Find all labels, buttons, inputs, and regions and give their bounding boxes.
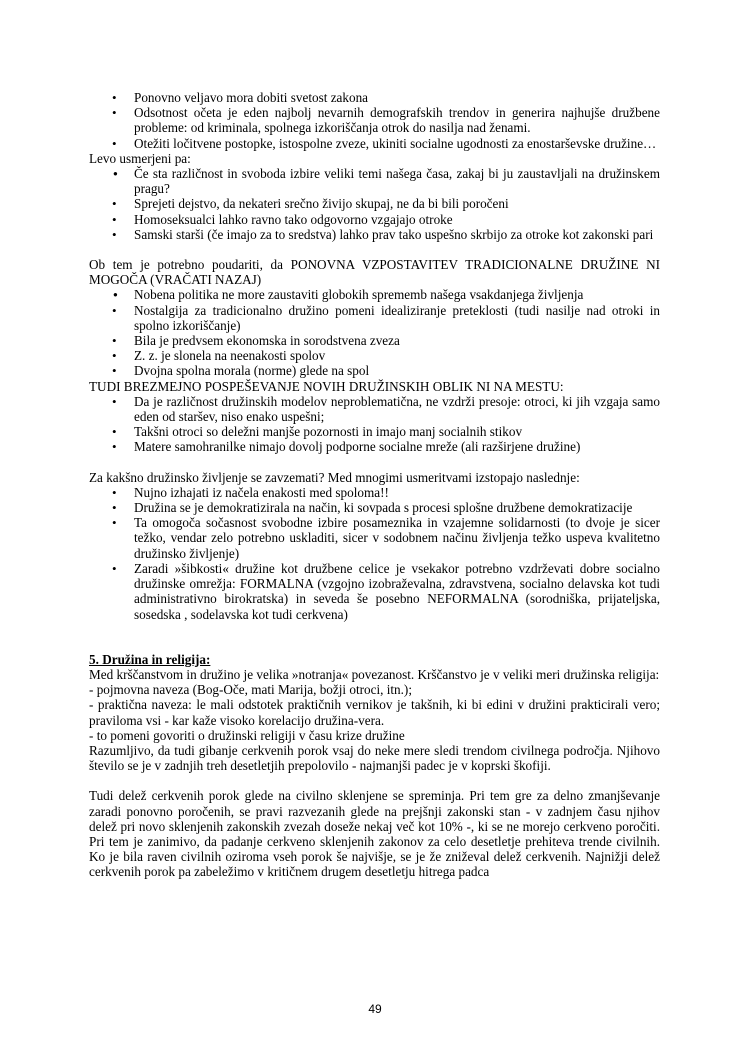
list-item: • Sprejeti dejstvo, da nekateri srečno živijo skupaj, ne da bi bili poročeni	[89, 196, 660, 211]
section-line: - praktična naveza: le mali odstotek praktičnih vernikov je takšnih, ki bi edini v družini prakticirali vero; praviloma vsi - kar kaže visoko korelacijo družina-vera.	[89, 697, 660, 728]
list-item: • Ta omogoča sočasnost svobodne izbire posameznika in vzajemne solidarnosti (to dvoje je sicer težko, vendar zelo potrebno uskladiti, sicer v sodobnem načinu življenja težko uspeva kvalitetno družinsko življenje)	[89, 515, 660, 561]
left-oriented-heading: Levo usmerjeni pa:	[89, 150, 191, 166]
list-item: ● Če sta različnost in svoboda izbire veliki temi našega časa, zakaj bi ju zaustavljali na družinskem pragu?	[89, 166, 660, 196]
bullet-list-left-oriented	[89, 166, 660, 242]
list-item: • Zaradi »šibkosti« družine kot družbene celice je vsekakor potrebno vzdrževati dobre socialno družinske omrežja: FORMALNA (vzgojno izobraževalna, zdravstvena, socialno delavska kot tudi administrativno birokratska) in seveda še posebno NEFORMALNA (sorodniška, prijateljska, sosedska , sodelavska kot tudi cerkvena)	[89, 561, 660, 622]
spacer	[89, 242, 660, 257]
list-item: • Odsotnost očeta je eden najbolj nevarnih demografskih trendov in generira najhujše družbene probleme: od kriminala, spolnega izkoriščanja otrok do nasilja nad ženami.	[89, 105, 660, 135]
spacer	[89, 773, 660, 788]
document-page	[89, 90, 660, 880]
section-line: Razumljivo, da tudi gibanje cerkvenih porok vsaj do neke mere sledi trendom civilnega področja. Njihovo število se je v zadnjih treh desetletjih prepolovilo - najmanjši padec je v koprski škofiji.	[89, 742, 660, 774]
list-item: ● Nobena politika ne more zaustaviti globokih sprememb našega vsakdanjega življenja	[89, 287, 660, 302]
list-item: • Družina se je demokratizirala na način, ki sovpada s procesi splošne družbene demokratizacije	[89, 500, 660, 515]
list-item: • Ponovno veljavo mora dobiti svetost zakona	[89, 90, 660, 105]
paragraph-restore-traditional: Ob tem je potrebno poudariti, da PONOVNA VZPOSTAVITEV TRADICIONALNE DRUŽINE NI MOGOČA (VRAČATI NAZAJ)	[89, 257, 660, 288]
spacer	[89, 622, 660, 637]
list-item: • Bila je predvsem ekonomska in sorodstvena zveza	[89, 333, 660, 348]
list-item: • Samski starši (če imajo za to sredstva) lahko prav tako uspešno skrbijo za otroke kot zakonski pari	[89, 227, 660, 242]
list-item: • Da je različnost družinskih modelov neproblematična, ne vzdrži presoje: otroci, ki jih vzgaja samo eden od staršev, niso enako uspešni;	[89, 394, 660, 424]
spacer	[89, 637, 660, 652]
bullet-list-new-forms	[89, 394, 660, 455]
list-item: • Nujno izhajati iz načela enakosti med spoloma!!	[89, 485, 660, 500]
bullet-list-orientations	[89, 485, 660, 622]
section-line: - to pomeni govoriti o družinski religiji v času krize družine	[89, 727, 405, 743]
spacer	[89, 455, 660, 470]
paragraph-new-forms: TUDI BREZMEJNO POSPEŠEVANJE NOVIH DRUŽINSKIH OBLIK NI NA MESTU:	[89, 378, 564, 394]
list-item: • Nostalgija za tradicionalno družino pomeni idealiziranje preteklosti (tudi nasilje nad otroki in spolno izkoriščanje)	[89, 303, 660, 333]
list-item: • Z. z. je slonela na neenakosti spolov	[89, 348, 660, 363]
list-item: • Takšni otroci so deležni manjše pozornosti in imajo manj socialnih stikov	[89, 424, 660, 439]
list-item: • Otežiti ločitvene postopke, istospolne zveze, ukiniti socialne ugodnosti za enostarševske družine…	[89, 136, 660, 151]
list-item: • Homoseksualci lahko ravno tako odgovorno vzgajajo otroke	[89, 212, 660, 227]
section-line: - pojmovna naveza (Bog-Oče, mati Marija, božji otroci, itn.);	[89, 682, 412, 698]
section-heading: 5. Družina in religija:	[89, 651, 211, 667]
bullet-list-restore	[89, 287, 660, 378]
bullet-list-conservative	[89, 90, 660, 151]
paragraph-church-weddings: Tudi delež cerkvenih porok glede na civilno sklenjene se spreminja. Pri tem gre za delno zmanjševanje zaradi ponovno poročenih, se pravi razvezanih glede na prejšnji zakonski stan - v zadnjem času njihov delež pri novo sklenjenih zakonskih zvezah doseže nekaj več kot 10% -, ki se ne morejo cerkveno poročiti. Pri tem je zanimivo, da padanje cerkveno sklenjenih zakonov za celo desetletje prehiteva trende civilnih. Ko je bila raven civilnih oziroma vseh porok še najvišje, se je že zniževal delež cerkvenih. Najnižji delež cerkvenih porok pa zabeležimo v kritičnem drugem desetletju hitrega padca	[89, 788, 660, 880]
list-item: • Matere samohranilke nimajo dovolj podporne socialne mreže (ali razširjene družine)	[89, 439, 660, 454]
section-line: Med krščanstvom in družino je velika »notranja« povezanost. Krščanstvo je v veliki meri družinska religija:	[89, 666, 660, 682]
page-number: 49	[368, 1002, 382, 1016]
paragraph-question: Za kakšno družinsko življenje se zavzemati? Med mnogimi usmeritvami izstopajo naslednje:	[89, 469, 580, 485]
list-item: • Dvojna spolna morala (norme) glede na spol	[89, 363, 660, 378]
